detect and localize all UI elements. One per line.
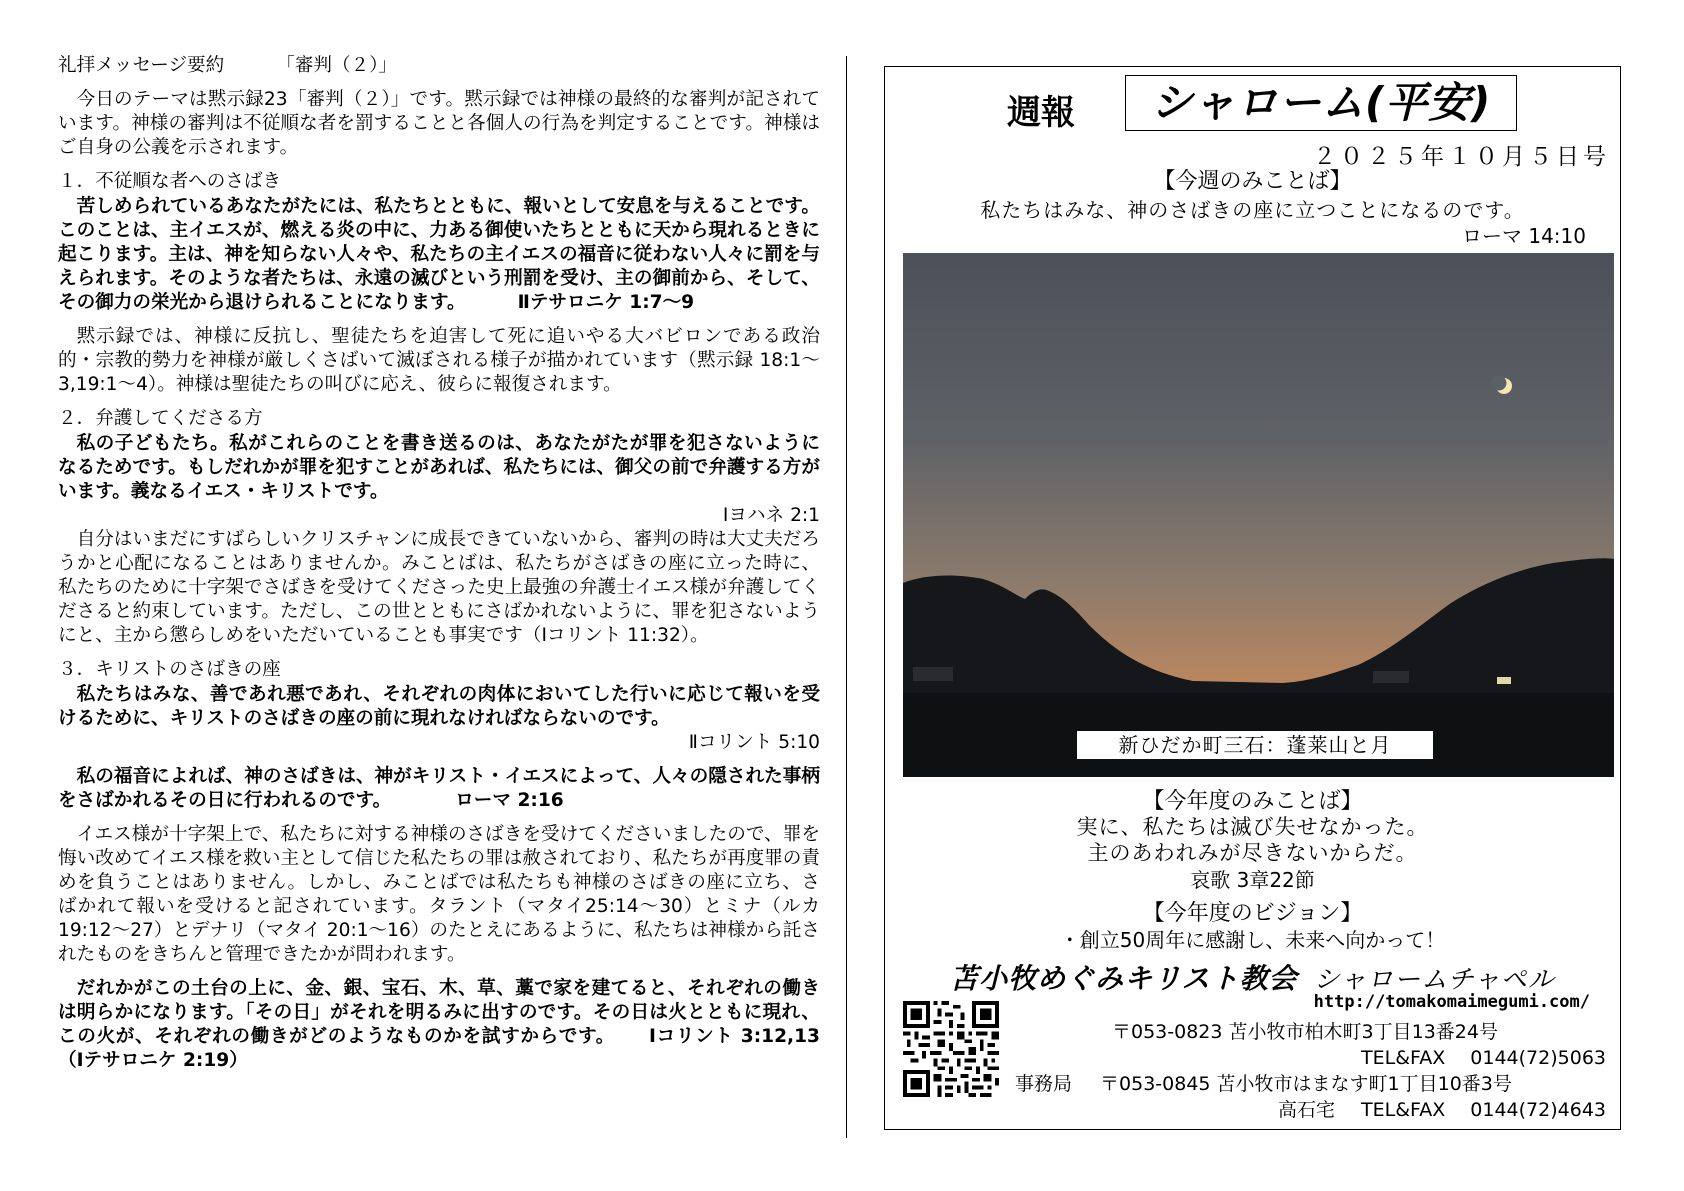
home-tel-line	[1278, 1095, 1606, 1122]
website-url[interactable]: http://tomakomaimegumi.com/	[1313, 992, 1590, 1012]
office-label: 事務局	[1015, 1073, 1073, 1095]
vision-heading: 【今年度のビジョン】	[1142, 901, 1363, 926]
issue-date: ２０２５年１０月５日号	[1313, 144, 1610, 170]
section-3-verse-2	[58, 765, 820, 813]
sermon-intro: 今日のテーマは黙示録23「審判（２）」です。黙示録では神様の最終的な審判が記されています。神様の審判は不従順な者を罰することと各個人の行為を判定することです。神様はご自身の公義を示されます。	[58, 89, 820, 158]
section-3-ref-1: Ⅱコリント 5:10	[688, 732, 820, 753]
section-2-heading: ２．弁護してくださる方	[58, 408, 263, 429]
church-name-line	[885, 957, 1620, 997]
tel-fax-2: TEL&FAX 0144(72)4643	[1361, 1099, 1606, 1121]
year-verse-ref: 哀歌 3章22節	[1190, 868, 1315, 892]
section-3-verse-2-text: 私の福音によれば、神のさばきは、神がキリスト・イエスによって、人々の隠された事柄をさばかれるその日に行われるのです。	[58, 766, 820, 811]
year-verse-line-2: 主のあわれみが尽きないからだ。	[1087, 841, 1418, 865]
section-3-ref-3: Ⅰコリント 3:12,13（Ⅰテサロニケ 2:19）	[58, 1026, 820, 1071]
chapel-name: シャロームチャペル	[1313, 965, 1555, 995]
landscape-photo	[903, 253, 1614, 777]
sermon-subtitle: 「審判（２）」	[276, 55, 398, 76]
home-label: 高石宅	[1278, 1099, 1336, 1121]
photo-caption: 新ひだか町三石：蓬莱山と月	[1077, 731, 1433, 759]
section-1-body: 黙示録では、神様に反抗し、聖徒たちを迫害して死に追いやる大バビロンである政治的・宗教的勢力を神様が厳しくさばいて滅ぼされる様子が描かれています（黙示録 18:1～3,19:1～4）。神様は聖徒たちの叫びに応え、彼らに報復されます。	[58, 326, 820, 395]
section-3-verse-1: 私たちはみな、善であれ悪であれ、それぞれの肉体においてした行いに応じて報いを受けるために、キリストのさばきの座の前に現れなければならないのです。	[58, 684, 820, 729]
tel-fax-1: TEL&FAX 0144(72)5063	[1361, 1047, 1606, 1069]
weekly-verse: 私たちはみな、神のさばきの座に立つことになるのです。	[980, 198, 1525, 222]
section-3-verse-3-text: だれかがこの土台の上に、金、銀、宝石、木、草、藁で家を建てると、それぞれの働きは明らかになります。「その日」がそれを明るみに出すのです。その日は火とともに現れ、この火が、それぞれの働きがどのようなものかを試すからです。	[58, 978, 820, 1047]
section-3-ref-2: ローマ 2:16	[455, 790, 564, 811]
section-2-ref: Ⅰヨハネ 2:1	[722, 505, 820, 526]
sermon-summary	[58, 54, 820, 1073]
section-1-verse	[58, 195, 820, 315]
vision-item: ・創立50周年に感謝し、未来へ向かって！	[1059, 928, 1446, 952]
address-1: 〒053-0823 苫小牧市柏木町3丁目13番24号	[1112, 1021, 1498, 1043]
qr-code-icon	[903, 1001, 999, 1097]
section-3-verse-3	[58, 977, 820, 1073]
year-verse-heading: 【今年度のみことば】	[1142, 789, 1363, 814]
address-2: 〒053-0845 苫小牧市はまなす町1丁目10番3号	[1100, 1073, 1512, 1095]
section-3-heading: ３．キリストのさばきの座	[58, 659, 281, 680]
section-2-body: 自分はいまだにすばらしいクリスチャンに成長できていないから、審判の時は大丈夫だろうかと心配になることはありませんか。みことばは、私たちがさばきの座に立った時に、私たちのために十字架でさばきを受けてくださった史上最強の弁護士イエス様が弁護してくださると約束しています。ただし、この世とともにさばかれないように、罪を犯さないようにと、主から懲らしめをいただいていることも事実です（Ⅰコリント 11:32）。	[58, 529, 820, 646]
office-address-line	[1015, 1069, 1512, 1096]
bulletin-brand: 週報	[1007, 93, 1075, 133]
column-divider	[846, 56, 847, 1138]
section-1-ref: Ⅱテサロニケ 1:7～9	[517, 292, 695, 313]
section-2-verse: 私の子どもたち。私がこれらのことを書き送るのは、あなたがたが罪を犯さないようになるためです。もしだれかが罪を犯すことがあれば、私たちには、御父の前で弁護する方がいます。義なるイエス・キリストです。	[58, 433, 820, 502]
section-1-verse-text: 苦しめられているあなたがたには、私たちとともに、報いとして安息を与えることです。このことは、主イエスが、燃える炎の中に、力ある御使いたちとともに天から現れるときに起こります。主は、神を知らない人々や、私たちの主イエスの福音に従わない人々に罰を与えられます。そのような者たちは、永遠の滅びという刑罰を受け、主の御前から、そして、その御力の栄光から退けられることになります。	[58, 196, 820, 313]
bulletin-title: シャローム(平安)	[1125, 75, 1517, 131]
weekly-verse-ref: ローマ 14:10	[1462, 224, 1586, 248]
year-verse-line-1: 実に、私たちは滅び失せなかった。	[1076, 815, 1429, 839]
section-3-body: イエス様が十字架上で、私たちに対する神様のさばきを受けてくださいましたので、罪を悔い改めてイエス様を救い主として信じた私たちの罪は赦されており、私たちが再度罪の責めを負うことはありません。しかし、みことばでは私たちも神様のさばきの座に立ち、さばかれて報いを受けると記されています。タラント（マタイ25:14～30）とミナ（ルカ 19:12～27）とデナリ（マタイ 20:1～16）のたとえにあるように、私たちは神様から託されたものをきちんと管理できたかが問われます。	[58, 824, 820, 965]
weekly-verse-heading: 【今週のみことば】	[1153, 169, 1352, 194]
sermon-title: 礼拝メッセージ要約	[58, 55, 225, 76]
section-1-heading: １．不従順な者へのさばき	[58, 171, 282, 192]
sermon-title-line	[58, 54, 820, 78]
church-name: 苫小牧めぐみキリスト教会	[950, 962, 1298, 995]
bulletin-box	[884, 66, 1621, 1130]
